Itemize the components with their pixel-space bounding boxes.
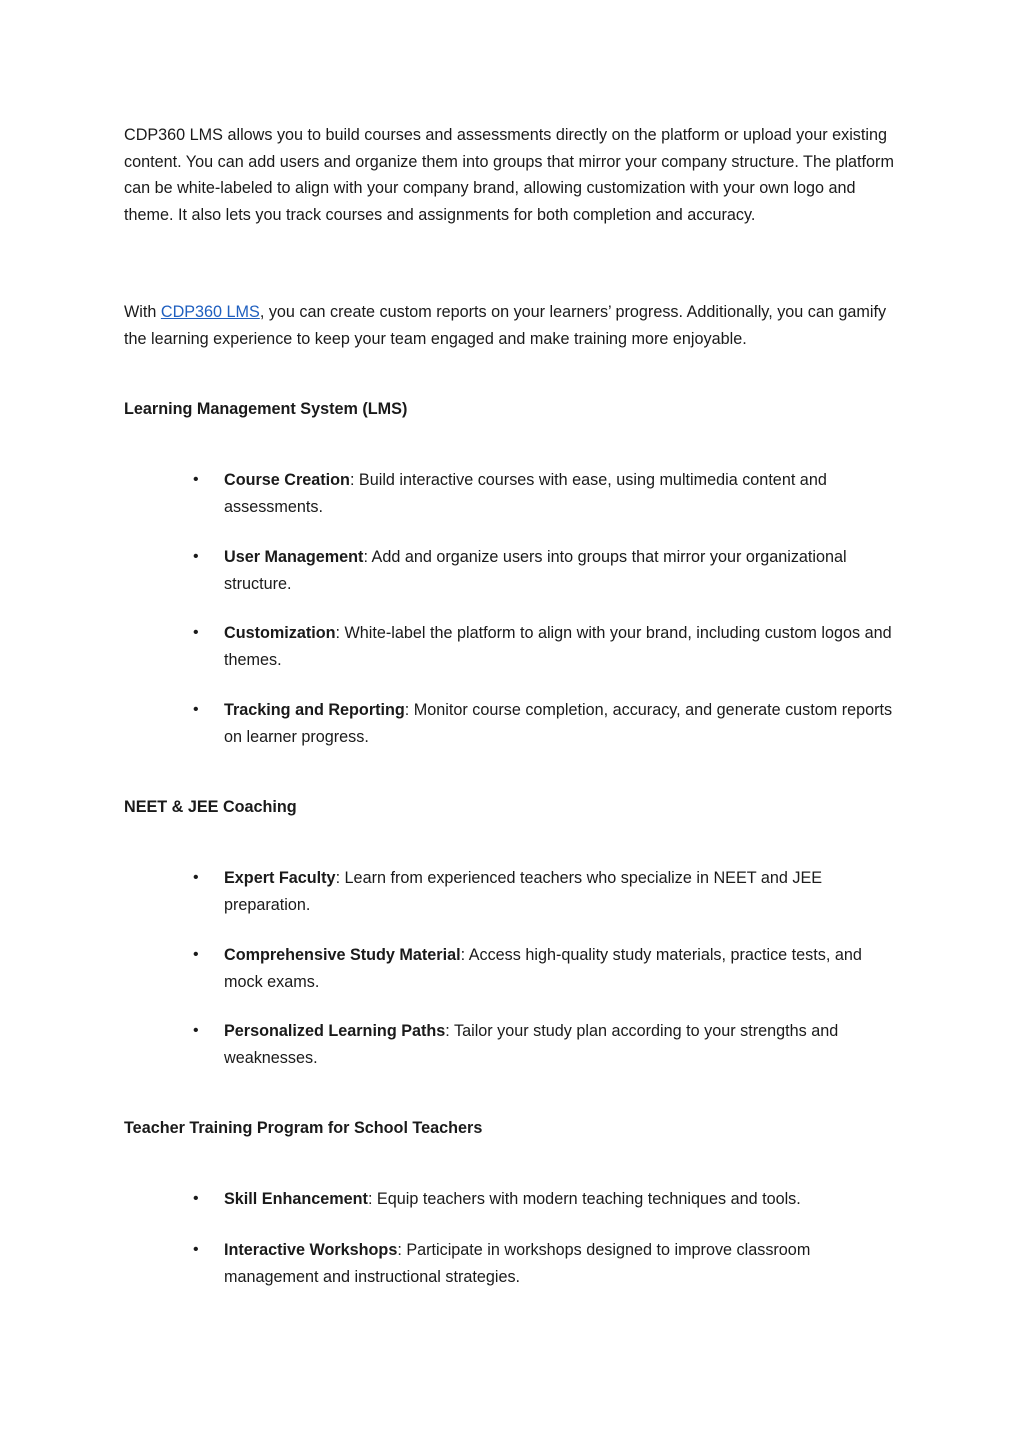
list-item-desc: : Access high-quality study materials, practice tests, and mock exams. bbox=[224, 946, 862, 991]
bullet-icon: • bbox=[193, 1022, 199, 1039]
list-item-term: Customization bbox=[224, 624, 336, 642]
list-item-desc: : Equip teachers with modern teaching techniques and tools. bbox=[367, 1190, 801, 1208]
list-item-text bbox=[224, 1018, 896, 1071]
list-item-desc: : Monitor course completion, accuracy, and generate custom reports on learner progress. bbox=[224, 701, 893, 746]
section-heading-neet-jee: NEET & JEE Coaching bbox=[124, 798, 297, 816]
list-item-text bbox=[224, 467, 896, 520]
list-item-term: Interactive Workshops bbox=[224, 1241, 398, 1259]
list-item-text bbox=[224, 697, 896, 750]
paragraph-text-after-link: , you can create custom reports on your learners’ progress. Additionally, you can gamify the learning experience to keep your team engaged and make training more enjoyable. bbox=[124, 303, 887, 348]
list-item-desc: : Participate in workshops designed to improve classroom management and instructional strategies. bbox=[224, 1241, 811, 1286]
list-item-text bbox=[224, 1186, 896, 1213]
bullet-icon: • bbox=[193, 1190, 199, 1207]
list-item-desc: : Tailor your study plan according to your strengths and weaknesses. bbox=[224, 1022, 839, 1067]
list-item-term: Tracking and Reporting bbox=[224, 701, 405, 719]
list-item-text bbox=[224, 1237, 896, 1290]
section-heading-lms: Learning Management System (LMS) bbox=[124, 400, 408, 418]
bullet-icon: • bbox=[193, 1241, 199, 1258]
bullet-icon: • bbox=[193, 946, 199, 963]
intro-paragraph: CDP360 LMS allows you to build courses and assessments directly on the platform or upload your existing content. You can add users and organize them into groups that mirror your company structure. The platform can be white-labeled to align with your company brand, allowing customization with your own logo and theme. It also lets you track courses and assignments for both completion and accuracy. bbox=[124, 126, 894, 224]
list-item-term: Comprehensive Study Material bbox=[224, 946, 461, 964]
lms-link-paragraph bbox=[124, 299, 899, 352]
section-heading-teacher-training: Teacher Training Program for School Teachers bbox=[124, 1119, 483, 1137]
list-item-desc: : White-label the platform to align with your brand, including custom logos and themes. bbox=[224, 624, 892, 669]
list-item-term: Course Creation bbox=[224, 471, 350, 489]
bullet-icon: • bbox=[193, 869, 199, 886]
cdp360-lms-link[interactable]: CDP360 LMS bbox=[160, 303, 260, 321]
list-item-text bbox=[224, 865, 896, 918]
list-item-term: Personalized Learning Paths bbox=[224, 1022, 446, 1040]
list-item-term: User Management bbox=[224, 548, 364, 566]
list-item-desc: : Build interactive courses with ease, using multimedia content and assessments. bbox=[224, 471, 827, 516]
bullet-icon: • bbox=[193, 471, 199, 488]
bullet-icon: • bbox=[193, 624, 199, 641]
list-item-term: Expert Faculty bbox=[224, 869, 336, 887]
list-item-text bbox=[224, 544, 896, 597]
list-item-desc: : Learn from experienced teachers who specialize in NEET and JEE preparation. bbox=[224, 869, 823, 914]
bullet-icon: • bbox=[193, 701, 199, 718]
list-item-term: Skill Enhancement bbox=[224, 1190, 368, 1208]
bullet-icon: • bbox=[193, 548, 199, 565]
list-item-text bbox=[224, 620, 896, 673]
list-item-text bbox=[224, 942, 896, 995]
list-item-desc: : Add and organize users into groups that mirror your organizational structure. bbox=[224, 548, 847, 593]
paragraph-text-before-link: With bbox=[124, 303, 161, 321]
